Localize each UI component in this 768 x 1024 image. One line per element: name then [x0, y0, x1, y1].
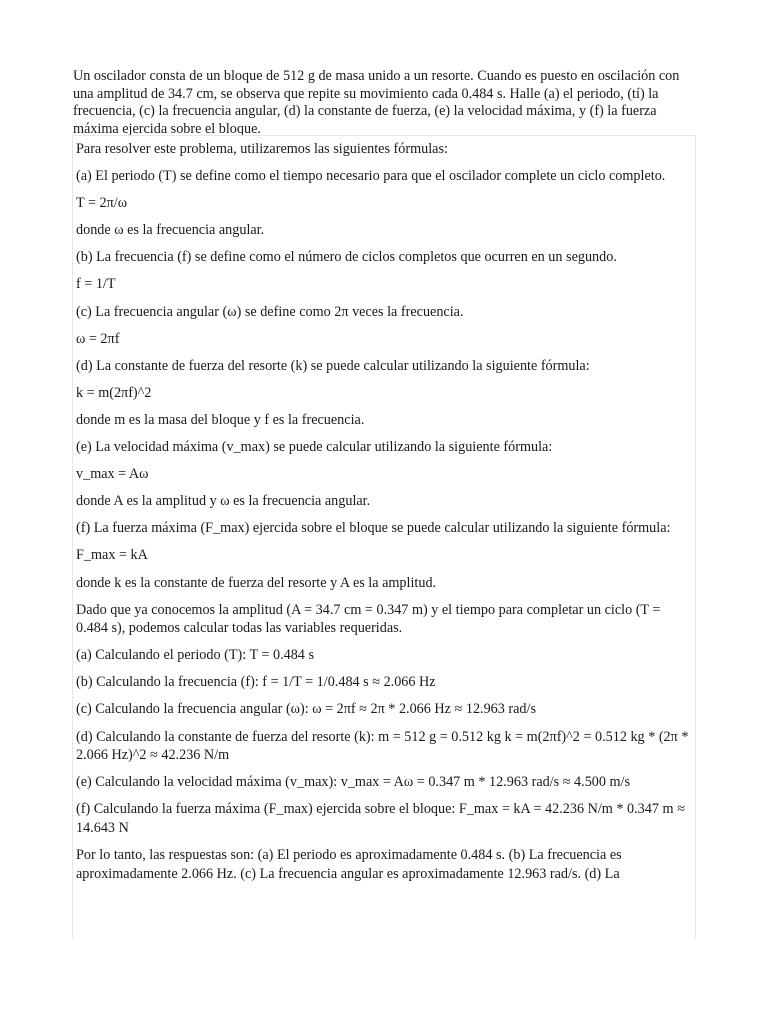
- calc-force-constant: (d) Calculando la constante de fuerza del resorte (k): m = 512 g = 0.512 kg k = m(2πf)^2 = 0.512 kg * (2π * 2.066 Hz)^2 ≈ 42.236 N/m: [76, 728, 689, 764]
- answer-paragraph: (c) La frecuencia angular (ω) se define como 2π veces la frecuencia.: [76, 303, 464, 320]
- answer-paragraph: (e) La velocidad máxima (v_max) se puede calcular utilizando la siguiente fórmula:: [76, 439, 553, 456]
- formula-force-constant: k = m(2πf)^2: [76, 384, 152, 401]
- question-text: Un oscilador consta de un bloque de 512 g de masa unido a un resorte. Cuando es puesto en oscilación con una amplitud de 34.7 cm, se observa que repite su movimiento cada 0.484 s. Halle (a) el periodo, (tí) la frecuencia, (c) la frecuencia angular, (d) la constante de fuerza, (e) la velocidad máxima, y (f) la fuerza máxima ejercida sobre el bloque.: [73, 68, 680, 137]
- answer-paragraph: (a) El periodo (T) se define como el tiempo necesario para que el oscilador complete un ciclo completo.: [76, 168, 666, 185]
- formula-frequency: f = 1/T: [76, 276, 116, 293]
- answer-paragraph: Dado que ya conocemos la amplitud (A = 34.7 cm = 0.347 m) y el tiempo para completar un ciclo (T = 0.484 s), podemos calcular todas las variables requeridas.: [76, 601, 661, 637]
- answer-paragraph: donde ω es la frecuencia angular.: [76, 222, 265, 239]
- answer-paragraph: donde k es la constante de fuerza del resorte y A es la amplitud.: [76, 574, 437, 591]
- calc-angular-frequency: (c) Calculando la frecuencia angular (ω): ω = 2πf ≈ 2π * 2.066 Hz ≈ 12.963 rad/s: [76, 701, 536, 718]
- answer-box: [72, 135, 696, 938]
- calc-max-velocity: (e) Calculando la velocidad máxima (v_max): v_max = Aω = 0.347 m * 12.963 rad/s ≈ 4.500 m/s: [76, 774, 631, 791]
- answer-paragraph: donde m es la masa del bloque y f es la frecuencia.: [76, 411, 365, 428]
- answer-paragraph: (b) La frecuencia (f) se define como el número de ciclos completos que ocurren en un segundo.: [76, 249, 617, 266]
- calc-max-force: (f) Calculando la fuerza máxima (F_max) ejercida sobre el bloque: F_max = kA = 42.236 N/m * 0.347 m ≈ 14.643 N: [76, 801, 685, 836]
- answer-paragraph: Para resolver este problema, utilizaremos las siguientes fórmulas:: [76, 141, 448, 157]
- conclusion-paragraph: Por lo tanto, las respuestas son: (a) El periodo es aproximadamente 0.484 s. (b) La frecuencia es aproximadamente 2.066 Hz. (c) La frecuencia angular es aproximadamente 12.963 rad/s. (d) La: [76, 847, 622, 882]
- formula-max-velocity: v_max = Aω: [76, 466, 149, 483]
- formula-period: T = 2π/ω: [76, 195, 128, 212]
- formula-max-force: F_max = kA: [76, 547, 148, 564]
- answer-paragraph: donde A es la amplitud y ω es la frecuencia angular.: [76, 493, 371, 510]
- calc-period: (a) Calculando el periodo (T): T = 0.484 s: [76, 647, 314, 664]
- formula-angular-frequency: ω = 2πf: [76, 330, 120, 347]
- answer-paragraph: (d) La constante de fuerza del resorte (k) se puede calcular utilizando la siguiente fórmula:: [76, 357, 590, 374]
- calc-frequency: (b) Calculando la frecuencia (f): f = 1/T = 1/0.484 s ≈ 2.066 Hz: [76, 674, 436, 691]
- answer-paragraph: (f) La fuerza máxima (F_max) ejercida sobre el bloque se puede calcular utilizando la siguiente fórmula:: [76, 520, 671, 537]
